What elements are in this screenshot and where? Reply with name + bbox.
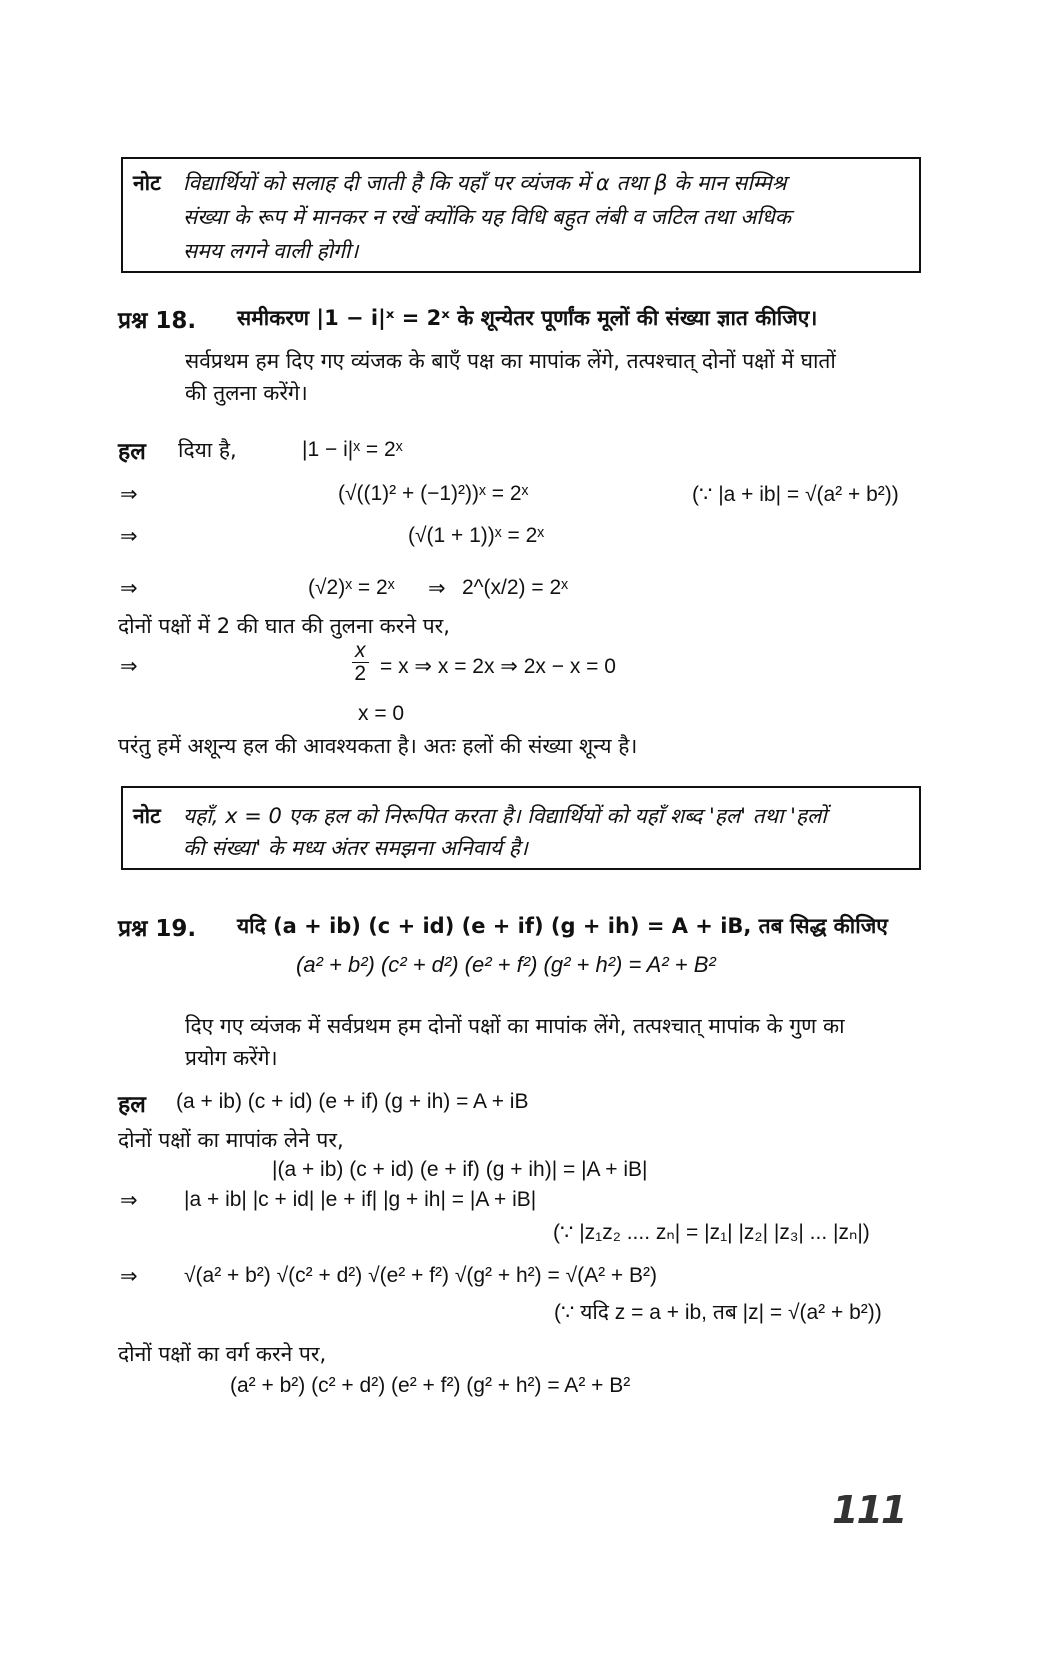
equation-18-5: = x ⇒ x = 2x ⇒ 2x − x = 0 (380, 655, 616, 678)
equation-19-1: (a + ib) (c + id) (e + if) (g + ih) = A + iB (176, 1090, 529, 1113)
page-number: 111 (832, 1488, 906, 1532)
note-line-2: की संख्या' के मध्य अंतर समझना अनिवार्य है। (183, 836, 528, 860)
square-text: दोनों पक्षों का वर्ग करने पर, (118, 1342, 327, 1366)
equation-18-4c: 2^(x/2) = 2ˣ (462, 576, 569, 599)
question-18-hint-2: की तुलना करेंगे। (185, 381, 308, 405)
note-box-1 (121, 157, 921, 273)
equation-18-3: (√(1 + 1))ˣ = 2ˣ (408, 524, 545, 547)
implies-arrow: ⇒ (120, 1265, 138, 1288)
fraction-numerator: x (352, 640, 369, 663)
note-line-3: समय लगने वाली होगी। (183, 239, 359, 263)
implies-arrow: ⇒ (120, 483, 138, 506)
note-line-2: संख्या के रूप में मानकर न रखें क्योंकि यह विधि बहुत लंबी व जटिल तथा अधिक (183, 205, 791, 229)
note-line-1: यहाँ, x = 0 एक हल को निरूपित करता है। विद्यार्थियों को यहाँ शब्द 'हल' तथा 'हलों (183, 804, 827, 828)
note-box-2 (121, 786, 921, 870)
conclusion-text: परंतु हमें अशून्य हल की आवश्यकता है। अतः हलों की संख्या शून्य है। (118, 734, 638, 758)
question-19-hint-2: प्रयोग करेंगे। (185, 1046, 278, 1070)
equation-19-3-note: (∵ |z₁z₂ .... zₙ| = |z₁| |z₂| |z₃| ... |zₙ|) (553, 1221, 870, 1244)
implies-arrow: ⇒ (120, 577, 138, 600)
question-19-hint-1: दिए गए व्यंजक में सर्वप्रथम हम दोनों पक्षों का मापांक लेंगे, तत्पश्चात् मापांक के गुण का (185, 1014, 845, 1038)
question-19-label: प्रश्न 19. (118, 916, 197, 942)
equation-18-6: x = 0 (358, 702, 405, 725)
equation-18-2-note: (∵ |a + ib| = √(a² + b²)) (692, 483, 899, 506)
note-label: नोट (133, 171, 161, 195)
note-line-1: विद्यार्थियों को सलाह दी जाती है कि यहाँ पर व्यंजक में α तथा β के मान सम्मिश्र (183, 171, 787, 195)
fraction-x-over-2 (352, 640, 369, 685)
compare-text: दोनों पक्षों में 2 की घात की तुलना करने पर, (118, 614, 450, 638)
question-19-text: यदि (a + ib) (c + id) (e + if) (g + ih) = A + iB, तब सिद्ध कीजिए (237, 914, 888, 938)
question-18-label: प्रश्न 18. (118, 308, 197, 334)
solution-label-18: हल (118, 439, 146, 465)
modulus-text: दोनों पक्षों का मापांक लेने पर, (118, 1128, 344, 1152)
equation-19-2: |(a + ib) (c + id) (e + if) (g + ih)| = |A + iB| (272, 1158, 648, 1181)
question-18-hint-1: सर्वप्रथम हम दिए गए व्यंजक के बाएँ पक्ष का मापांक लेंगे, तत्पश्चात् दोनों पक्षों में घातों (185, 349, 836, 373)
question-18-text: समीकरण |1 − i|ˣ = 2ˣ के शून्येतर पूर्णांक मूलों की संख्या ज्ञात कीजिए। (237, 306, 818, 330)
equation-18-4a: (√2)ˣ = 2ˣ (308, 576, 395, 599)
equation-18-1: |1 − i|ˣ = 2ˣ (302, 438, 403, 461)
equation-19-3: |a + ib| |c + id| |e + if| |g + ih| = |A + iB| (184, 1188, 537, 1211)
equation-19-4-note: (∵ यदि z = a + ib, तब |z| = √(a² + b²)) (554, 1301, 882, 1324)
fraction-denominator: 2 (354, 662, 367, 685)
implies-arrow: ⇒ (120, 655, 138, 678)
equation-19-4: √(a² + b²) √(c² + d²) √(e² + f²) √(g² + h²) = √(A² + B²) (184, 1264, 658, 1287)
equation-19-5: (a² + b²) (c² + d²) (e² + f²) (g² + h²) = A² + B² (230, 1374, 631, 1397)
solution-label-19: हल (118, 1092, 146, 1118)
implies-arrow: ⇒ (120, 1189, 138, 1212)
question-19-statement: (a² + b²) (c² + d²) (e² + f²) (g² + h²) = A² + B² (296, 952, 716, 977)
equation-18-2: (√((1)² + (−1)²))ˣ = 2ˣ (338, 482, 529, 505)
note-label: नोट (133, 804, 161, 828)
implies-arrow: ⇒ (428, 577, 446, 600)
implies-arrow: ⇒ (120, 525, 138, 548)
given-text: दिया है, (178, 438, 237, 462)
